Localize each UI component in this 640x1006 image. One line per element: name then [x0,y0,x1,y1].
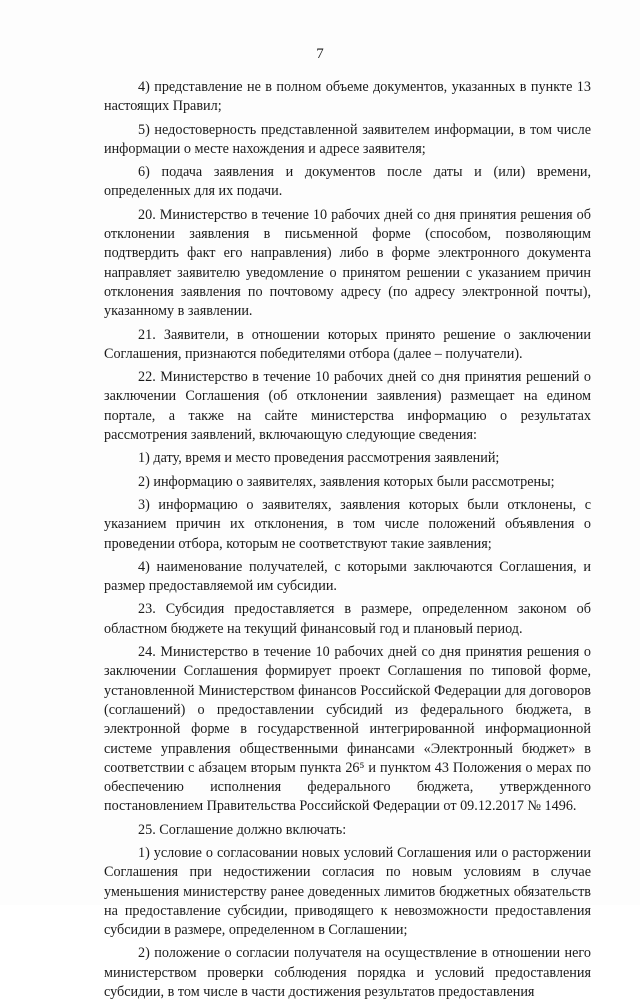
paragraph-clause-21: 21. Заявители, в отношении которых принято решение о заключении Соглашения, признаются победителями отбора (далее – получатели). [104,326,591,362]
paragraph-item-6: 6) подача заявления и документов после даты и (или) времени, определенных для их подачи. [104,164,591,200]
paragraph-clause-22-item-3: 3) информацию о заявителях, заявления которых были отклонены, с указанием причин их отклонения, в том числе положений объявления о проведении отбора, которым не соответствуют такие заявления; [104,496,591,552]
paragraph-clause-22-item-2: 2) информацию о заявителях, заявления которых были рассмотрены; [138,473,555,490]
paragraph-clause-22: 22. Министерство в течение 10 рабочих дней со дня принятия решений о заключении Соглашения (об отклонении заявления) размещает на едином портале, а также на сайте министерства информацию о результатах рассмотрения заявлений, включающую следующие сведения: [104,369,591,444]
paragraph-clause-25: 25. Соглашение должно включать: [138,821,347,838]
document-body [104,78,591,1006]
paragraph-clause-25-item-1: 1) условие о согласовании новых условий Соглашения или о расторжении Соглашения при недостижении согласия по новым условиям в случае уменьшения министерству ранее доведенных лимитов бюджетных обязательств на предоставление субсидии, приводящего к невозможности предоставления субсидии в размере, определенном в Соглашении; [104,844,591,939]
paragraph-clause-24: 24. Министерство в течение 10 рабочих дней со дня принятия решения о заключении Соглашения формирует проект Соглашения по типовой форме, установленной Министерством финансов Российской Федерации для договоров (соглашений) о предоставлении субсидий из федерального бюджета, в электронной форме в государственной интегрированной информационной системе управления общественными финансами «Электронный бюджет» в соответствии с абзацем вторым пункта 26⁵ и пунктом 43 Положения о мерах по обеспечению исполнения федерального бюджета, утвержденного постановлением Правительства Российской Федерации от 09.12.2017 № 1496. [104,644,591,815]
paragraph-clause-25-item-2: 2) положение о согласии получателя на осуществление в отношении него министерством проверки соблюдения порядка и условий предоставления субсидии, в том числе в части достижения результатов предоставления [104,945,591,1001]
paragraph-item-4: 4) представление не в полном объеме документов, указанных в пункте 13 настоящих Правил; [104,79,591,115]
page-number: 7 [316,46,324,62]
paragraph-clause-22-item-1: 1) дату, время и место проведения рассмотрения заявлений; [138,450,500,467]
paragraph-clause-22-item-4: 4) наименование получателей, с которыми заключаются Соглашения, и размер предоставляемой им субсидии. [104,558,591,595]
paragraph-clause-23: 23. Субсидия предоставляется в размере, определенном законом об областном бюджете на текущий финансовый год и плановый период. [104,601,591,637]
paragraph-item-5: 5) недостоверность представленной заявителем информации, в том числе информации о месте нахождения и адресе заявителя; [104,121,591,157]
paragraph-clause-20: 20. Министерство в течение 10 рабочих дней со дня принятия решения об отклонении заявления в письменной форме (способом, позволяющим подтвердить факт его направления) либо в форме электронного документа направляет заявителю уведомление о принятом решении с указанием причин отклонения заявления по почтовому адресу (по адресу электронной почты), указанному в заявлении. [104,206,591,320]
